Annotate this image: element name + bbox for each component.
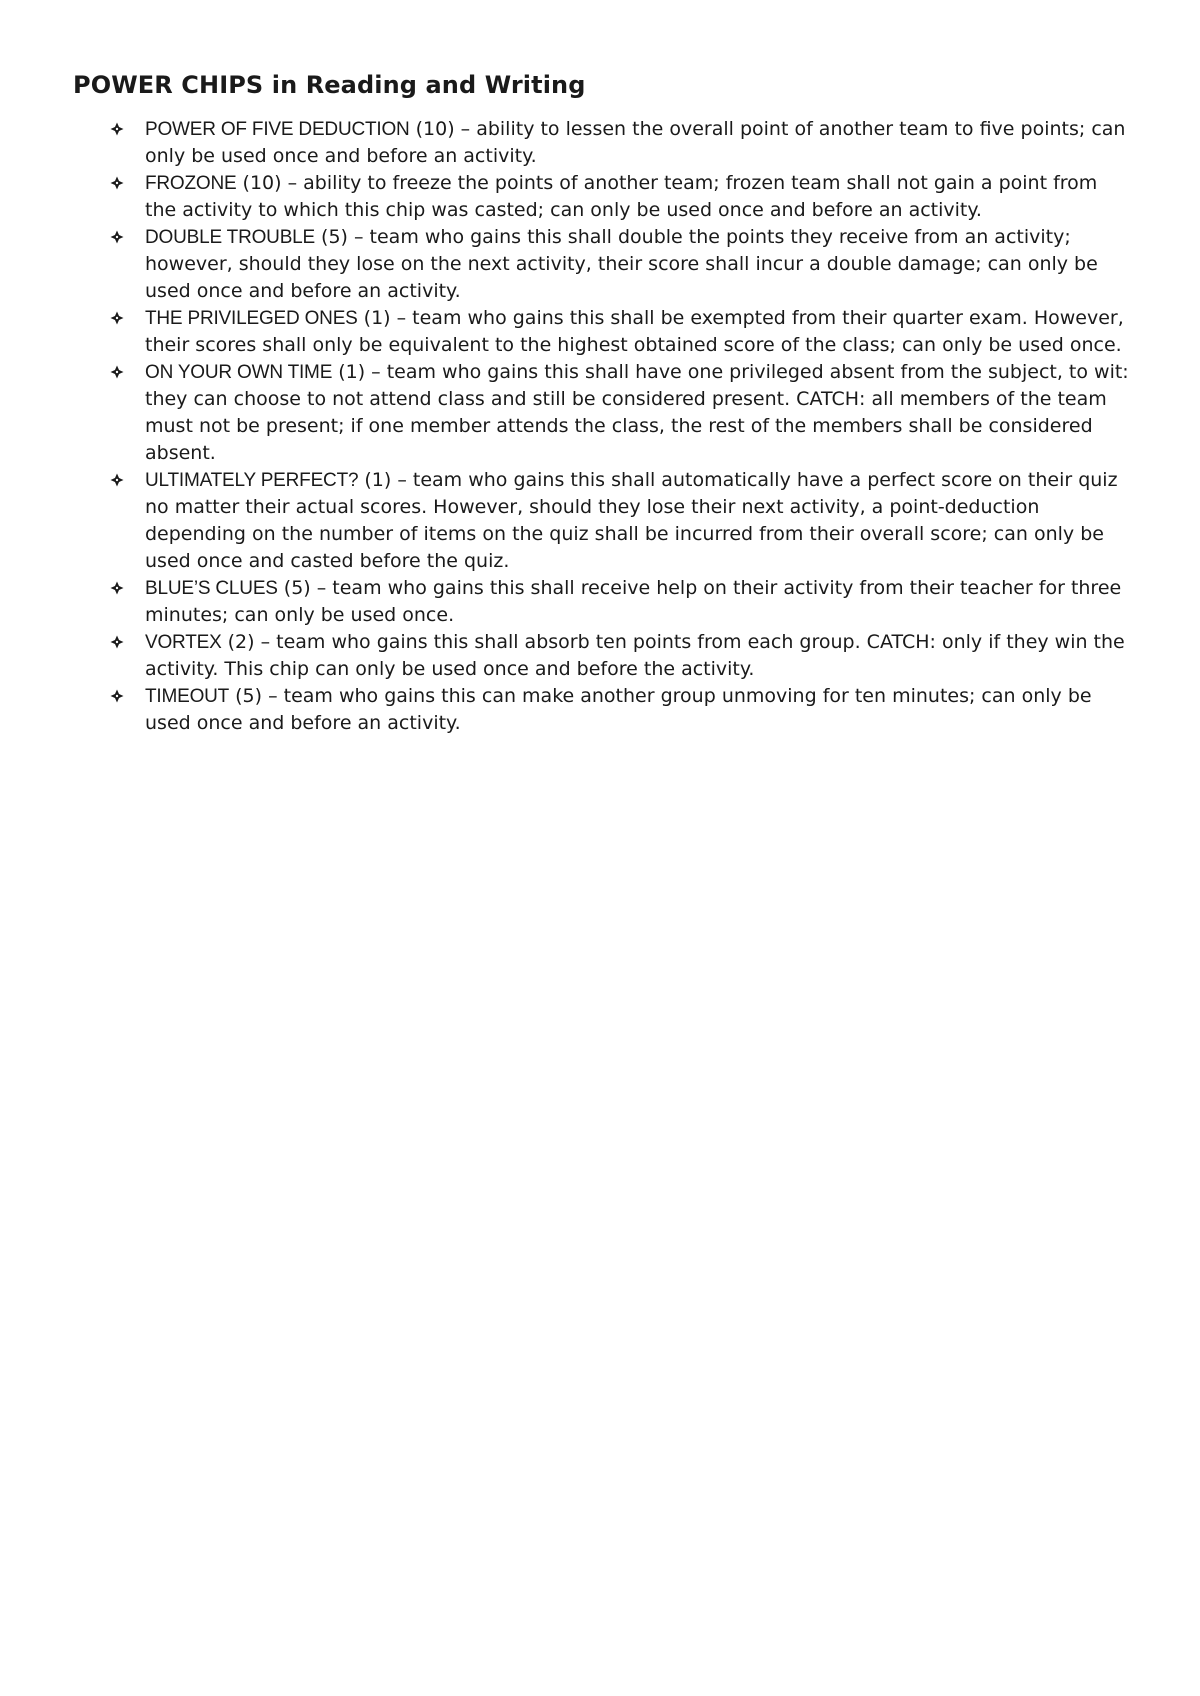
chip-name: BLUE’S CLUES xyxy=(145,578,278,599)
chip-description: (10) – ability to freeze the points of another team; frozen team shall not gain a point from the activity to which this chip was casted; can only be used once and before an activity. xyxy=(145,172,1098,221)
chip-item-3 xyxy=(73,224,1133,305)
diamond-star-bullet-icon xyxy=(110,224,126,251)
chip-name: DOUBLE TROUBLE xyxy=(145,227,316,248)
chip-description: (1) – team who gains this shall be exempted from their quarter exam. However, their scores shall only be equivalent to the highest obtained score of the class; can only be used once. xyxy=(145,307,1124,356)
chip-item-2 xyxy=(73,170,1133,224)
chip-item-1 xyxy=(73,116,1133,170)
chip-description: (5) – team who gains this can make another group unmoving for ten minutes; can only be used once and before an activity. xyxy=(145,685,1092,734)
diamond-star-bullet-icon xyxy=(110,629,126,656)
chip-name: THE PRIVILEGED ONES xyxy=(145,308,358,329)
chip-name: TIMEOUT xyxy=(145,686,230,707)
chip-name: ULTIMATELY PERFECT? xyxy=(145,470,359,491)
chip-description: (5) – team who gains this shall double the points they receive from an activity; however, should they lose on the next activity, their score shall incur a double damage; can only be used once and before an activity. xyxy=(145,226,1098,302)
diamond-star-bullet-icon xyxy=(110,170,126,197)
diamond-star-bullet-icon xyxy=(110,116,126,143)
power-chip-list xyxy=(73,116,1133,737)
diamond-star-bullet-icon xyxy=(110,359,126,386)
chip-name: FROZONE xyxy=(145,173,237,194)
chip-name: VORTEX xyxy=(145,632,222,653)
chip-item-4 xyxy=(73,305,1133,359)
diamond-star-bullet-icon xyxy=(110,683,126,710)
chip-description: (1) – team who gains this shall automatically have a perfect score on their quiz no matter their actual scores. However, should they lose their next activity, a point-deduction depending on the number of items on the quiz shall be incurred from their overall score; can only be used once and casted before the quiz. xyxy=(145,469,1118,572)
document-page xyxy=(73,70,1133,737)
page-title: POWER CHIPS in Reading and Writing xyxy=(73,71,586,99)
chip-item-9 xyxy=(73,683,1133,737)
diamond-star-bullet-icon xyxy=(110,575,126,602)
chip-name: ON YOUR OWN TIME xyxy=(145,362,333,383)
chip-name: POWER OF FIVE DEDUCTION xyxy=(145,119,410,140)
chip-item-7 xyxy=(73,575,1133,629)
diamond-star-bullet-icon xyxy=(110,305,126,332)
diamond-star-bullet-icon xyxy=(110,467,126,494)
chip-item-6 xyxy=(73,467,1133,575)
chip-item-8 xyxy=(73,629,1133,683)
chip-item-5 xyxy=(73,359,1133,467)
chip-description: (1) – team who gains this shall have one privileged absent from the subject, to wit: they can choose to not attend class and still be considered present. CATCH: all members of the team must not be present; if one member attends the class, the rest of the members shall be considered absent. xyxy=(145,361,1129,464)
chip-description: (5) – team who gains this shall receive help on their activity from their teacher for three minutes; can only be used once. xyxy=(145,577,1122,626)
chip-description: (10) – ability to lessen the overall point of another team to five points; can only be used once and before an activity. xyxy=(145,118,1126,167)
chip-description: (2) – team who gains this shall absorb ten points from each group. CATCH: only if they win the activity. This chip can only be used once and before the activity. xyxy=(145,631,1125,680)
